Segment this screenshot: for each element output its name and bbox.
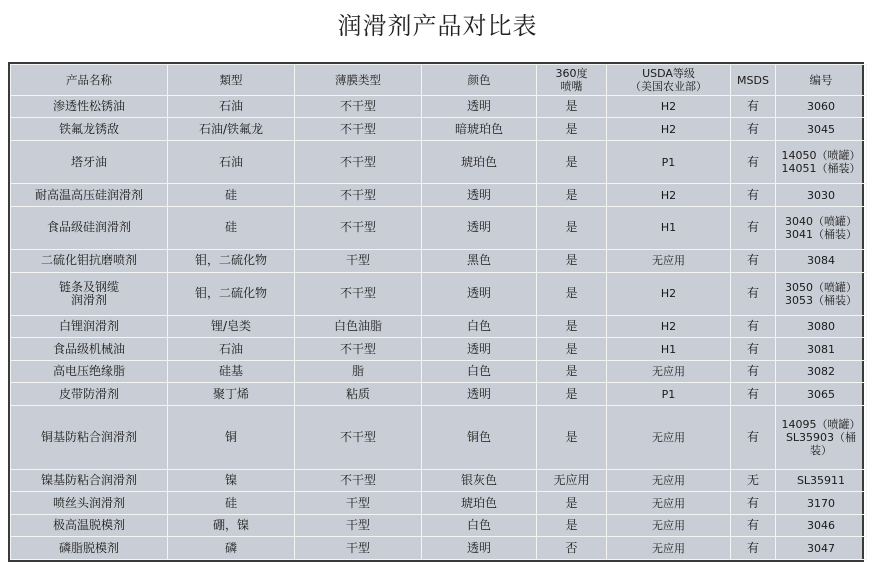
column-header: MSDS: [731, 65, 776, 96]
column-header: 编号: [776, 65, 867, 96]
product-number-cell: 3030: [776, 184, 867, 206]
product-number-cell: 3046: [776, 514, 867, 536]
product-number-cell: 3080: [776, 315, 867, 337]
film-type-cell: 干型: [295, 250, 422, 272]
column-header: 360度 喷嘴: [537, 65, 607, 96]
product-number-cell: 3084: [776, 250, 867, 272]
type-cell: 石油: [168, 96, 295, 118]
msds-cell: 有: [731, 206, 776, 249]
nozzle-cell: 是: [537, 338, 607, 360]
usda-grade-cell: 无应用: [607, 470, 731, 492]
color-cell: 白色: [422, 315, 537, 337]
product-name-cell: 渗透性松锈油: [11, 96, 168, 118]
usda-grade-cell: H2: [607, 272, 731, 315]
table-row: [11, 315, 867, 337]
film-type-cell: 不干型: [295, 118, 422, 140]
color-cell: 铜色: [422, 405, 537, 469]
film-type-cell: 不干型: [295, 206, 422, 249]
table-row: [11, 360, 867, 382]
usda-grade-cell: 无应用: [607, 360, 731, 382]
nozzle-cell: 是: [537, 96, 607, 118]
usda-grade-cell: 无应用: [607, 537, 731, 560]
type-cell: 镍: [168, 470, 295, 492]
column-header: 颜色: [422, 65, 537, 96]
msds-cell: 有: [731, 315, 776, 337]
table-row: [11, 383, 867, 405]
product-name-cell: 耐高温高压硅润滑剂: [11, 184, 168, 206]
table-row: [11, 206, 867, 249]
msds-cell: 有: [731, 338, 776, 360]
product-number-cell: 14095（喷罐） SL35903（桶装）: [776, 405, 867, 469]
film-type-cell: 白色油脂: [295, 315, 422, 337]
product-name-cell: 铁氟龙锈敌: [11, 118, 168, 140]
usda-grade-cell: H2: [607, 315, 731, 337]
table-row: [11, 338, 867, 360]
nozzle-cell: 是: [537, 383, 607, 405]
color-cell: 琥珀色: [422, 140, 537, 183]
type-cell: 聚丁烯: [168, 383, 295, 405]
nozzle-cell: 是: [537, 315, 607, 337]
product-number-cell: 3040（喷罐） 3041（桶装）: [776, 206, 867, 249]
film-type-cell: 干型: [295, 537, 422, 560]
product-name-cell: 二硫化钼抗磨喷剂: [11, 250, 168, 272]
product-name-cell: 皮带防滑剂: [11, 383, 168, 405]
type-cell: 石油: [168, 338, 295, 360]
type-cell: 钼，二硫化物: [168, 250, 295, 272]
table-row: [11, 537, 867, 560]
product-name-cell: 食品级硅润滑剂: [11, 206, 168, 249]
msds-cell: 有: [731, 96, 776, 118]
color-cell: 透明: [422, 338, 537, 360]
type-cell: 硅基: [168, 360, 295, 382]
color-cell: 透明: [422, 96, 537, 118]
color-cell: 暗琥珀色: [422, 118, 537, 140]
table-row: [11, 184, 867, 206]
product-name-cell: 链条及钢缆 润滑剂: [11, 272, 168, 315]
product-number-cell: 14050（喷罐） 14051（桶装）: [776, 140, 867, 183]
msds-cell: 有: [731, 537, 776, 560]
color-cell: 银灰色: [422, 470, 537, 492]
film-type-cell: 不干型: [295, 470, 422, 492]
table-row: [11, 514, 867, 536]
film-type-cell: 不干型: [295, 184, 422, 206]
product-number-cell: 3060: [776, 96, 867, 118]
usda-grade-cell: 无应用: [607, 405, 731, 469]
product-name-cell: 白锂润滑剂: [11, 315, 168, 337]
column-header: USDA等级 （美国农业部）: [607, 65, 731, 96]
msds-cell: 有: [731, 492, 776, 514]
nozzle-cell: 是: [537, 250, 607, 272]
film-type-cell: 不干型: [295, 140, 422, 183]
product-name-cell: 极高温脱模剂: [11, 514, 168, 536]
usda-grade-cell: 无应用: [607, 514, 731, 536]
product-number-cell: 3081: [776, 338, 867, 360]
film-type-cell: 不干型: [295, 96, 422, 118]
nozzle-cell: 是: [537, 272, 607, 315]
column-header: 類型: [168, 65, 295, 96]
comparison-table-frame: [8, 62, 864, 562]
color-cell: 透明: [422, 184, 537, 206]
type-cell: 锂/皂类: [168, 315, 295, 337]
color-cell: 透明: [422, 272, 537, 315]
table-row: [11, 470, 867, 492]
type-cell: 硼，镍: [168, 514, 295, 536]
usda-grade-cell: H1: [607, 338, 731, 360]
table-row: [11, 96, 867, 118]
product-number-cell: 3045: [776, 118, 867, 140]
product-name-cell: 磷脂脱模剂: [11, 537, 168, 560]
film-type-cell: 脂: [295, 360, 422, 382]
nozzle-cell: 是: [537, 206, 607, 249]
color-cell: 黑色: [422, 250, 537, 272]
msds-cell: 有: [731, 184, 776, 206]
msds-cell: 有: [731, 140, 776, 183]
msds-cell: 有: [731, 272, 776, 315]
color-cell: 琥珀色: [422, 492, 537, 514]
nozzle-cell: 是: [537, 140, 607, 183]
msds-cell: 有: [731, 514, 776, 536]
page-title: 润滑剂产品对比表: [337, 12, 538, 40]
table-header-row: [11, 65, 867, 96]
film-type-cell: 干型: [295, 514, 422, 536]
table-row: [11, 140, 867, 183]
type-cell: 硅: [168, 206, 295, 249]
color-cell: 透明: [422, 383, 537, 405]
usda-grade-cell: 无应用: [607, 492, 731, 514]
table-row: [11, 272, 867, 315]
product-name-cell: 镍基防粘合润滑剂: [11, 470, 168, 492]
product-name-cell: 塔牙油: [11, 140, 168, 183]
msds-cell: 无: [731, 470, 776, 492]
product-number-cell: 3082: [776, 360, 867, 382]
nozzle-cell: 是: [537, 514, 607, 536]
nozzle-cell: 是: [537, 405, 607, 469]
usda-grade-cell: H2: [607, 96, 731, 118]
table-row: [11, 118, 867, 140]
color-cell: 透明: [422, 206, 537, 249]
type-cell: 磷: [168, 537, 295, 560]
table-row: [11, 492, 867, 514]
product-name-cell: 铜基防粘合润滑剂: [11, 405, 168, 469]
nozzle-cell: 是: [537, 184, 607, 206]
product-name-cell: 高电压绝缘脂: [11, 360, 168, 382]
msds-cell: 有: [731, 118, 776, 140]
type-cell: 铜: [168, 405, 295, 469]
nozzle-cell: 是: [537, 360, 607, 382]
type-cell: 硅: [168, 184, 295, 206]
nozzle-cell: 是: [537, 492, 607, 514]
product-number-cell: 3065: [776, 383, 867, 405]
color-cell: 白色: [422, 514, 537, 536]
product-name-cell: 喷丝头润滑剂: [11, 492, 168, 514]
comparison-table: [10, 64, 867, 560]
table-row: [11, 405, 867, 469]
type-cell: 硅: [168, 492, 295, 514]
usda-grade-cell: H2: [607, 184, 731, 206]
usda-grade-cell: 无应用: [607, 250, 731, 272]
usda-grade-cell: P1: [607, 140, 731, 183]
usda-grade-cell: H1: [607, 206, 731, 249]
nozzle-cell: 无应用: [537, 470, 607, 492]
product-name-cell: 食品级机械油: [11, 338, 168, 360]
msds-cell: 有: [731, 250, 776, 272]
nozzle-cell: 否: [537, 537, 607, 560]
film-type-cell: 粘质: [295, 383, 422, 405]
column-header: 产品名称: [11, 65, 168, 96]
film-type-cell: 不干型: [295, 338, 422, 360]
msds-cell: 有: [731, 360, 776, 382]
type-cell: 石油: [168, 140, 295, 183]
table-row: [11, 250, 867, 272]
color-cell: 透明: [422, 537, 537, 560]
film-type-cell: 不干型: [295, 272, 422, 315]
nozzle-cell: 是: [537, 118, 607, 140]
type-cell: 石油/铁氟龙: [168, 118, 295, 140]
color-cell: 白色: [422, 360, 537, 382]
msds-cell: 有: [731, 405, 776, 469]
product-number-cell: 3047: [776, 537, 867, 560]
usda-grade-cell: P1: [607, 383, 731, 405]
column-header: 薄膜类型: [295, 65, 422, 96]
product-number-cell: SL35911: [776, 470, 867, 492]
type-cell: 钼，二硫化物: [168, 272, 295, 315]
film-type-cell: 干型: [295, 492, 422, 514]
product-number-cell: 3170: [776, 492, 867, 514]
msds-cell: 有: [731, 383, 776, 405]
product-number-cell: 3050（喷罐） 3053（桶装）: [776, 272, 867, 315]
film-type-cell: 不干型: [295, 405, 422, 469]
usda-grade-cell: H2: [607, 118, 731, 140]
